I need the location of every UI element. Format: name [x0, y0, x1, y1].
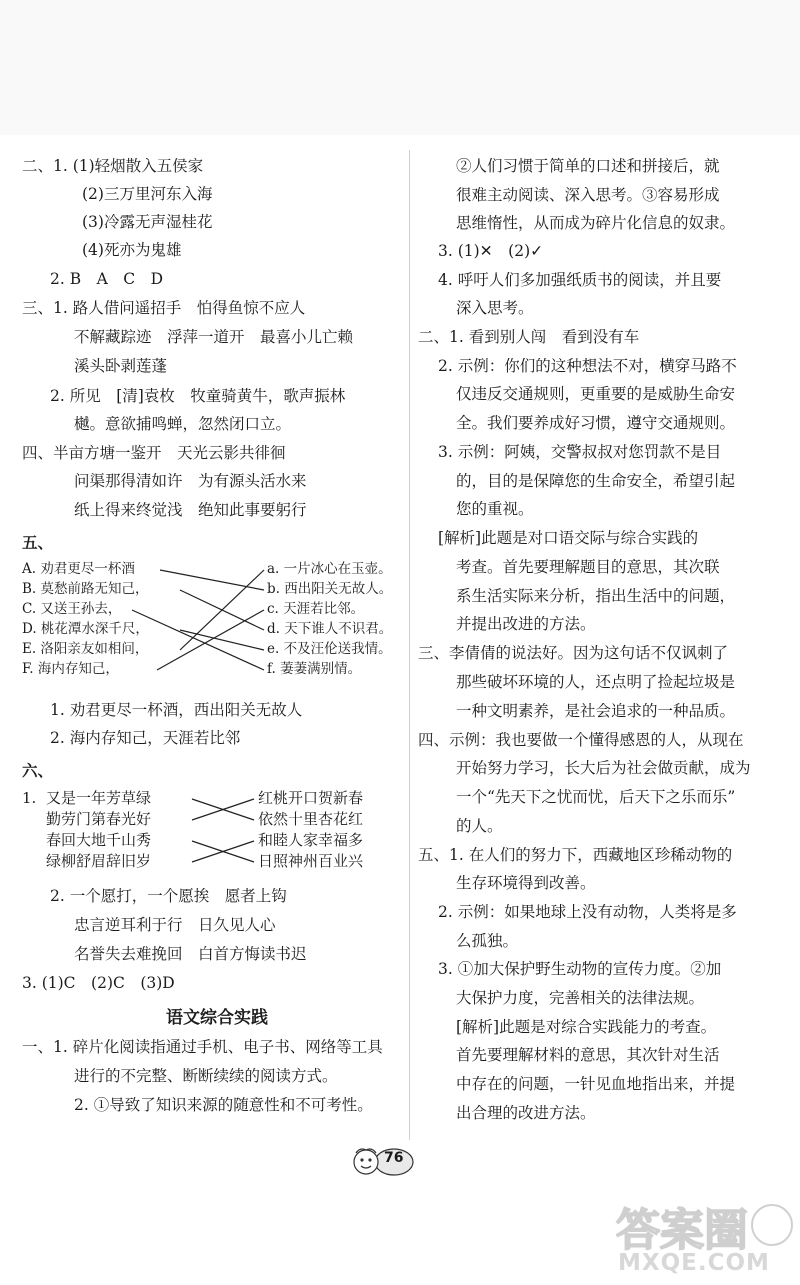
sec2-q1: 二、1. (1)轻烟散入五侯家: [22, 157, 204, 175]
sec5-right-item: f. 萋萋满别情。: [267, 661, 362, 677]
sec5-title: 五、: [22, 533, 54, 552]
sec5-right-item: a. 一片冰心在玉壶。: [267, 561, 392, 577]
right-line: 2. 示例：你们的这种想法不对，横穿马路不: [438, 357, 737, 375]
sec6-title: 六、: [22, 761, 54, 780]
analysis-line: 出合理的改进方法。: [456, 1104, 596, 1122]
watermark-site: MXQE.COM: [618, 1250, 770, 1276]
right-line: 四、示例：我也要做一个懂得感恩的人，从现在: [418, 731, 744, 749]
right-line: 全。我们要养成好习惯，遵守交通规则。: [456, 414, 736, 432]
practice-line2: 进行的不完整、断断续续的阅读方式。: [74, 1067, 338, 1085]
sec5-right-item: e. 不及汪伦送我情。: [267, 641, 392, 657]
right-line: 仅违反交通规则，更重要的是威胁生命安: [456, 385, 736, 403]
sec6-left-item: 绿柳舒眉辞旧岁: [46, 852, 152, 870]
sec5-right-item: c. 天涯若比邻。: [267, 601, 365, 617]
sec3-line1: 三、1. 路人借问遥招手 怕得鱼惊不应人: [22, 299, 306, 317]
right-line: 3. ①加大保护野生动物的宣传力度。②加: [438, 960, 722, 978]
right-line: 的人。: [456, 817, 503, 835]
sec5-answer1: 1. 劝君更尽一杯酒，西出阳关无故人: [50, 701, 303, 719]
right-line: ②人们习惯于简单的口述和拼接后，就: [456, 157, 720, 175]
right-line: 3. (1)✕ (2)✓: [438, 242, 544, 260]
sec6-line4: 名誉失去难挽回 白首方悔读书迟: [74, 945, 307, 963]
sec2-q2: 2. B A C D: [50, 270, 164, 288]
right-line: 您的重视。: [456, 500, 534, 518]
right-line: 五、1. 在人们的努力下，西藏地区珍稀动物的: [418, 846, 733, 864]
sec6-left-item: 春回大地千山秀: [46, 831, 152, 849]
practice-title: 语文综合实践: [166, 1008, 268, 1028]
page-top-margin: [0, 0, 800, 135]
right-line: 么孤独。: [456, 932, 519, 950]
sec6-connector-lines: [22, 788, 407, 878]
connector-line: [132, 610, 264, 670]
sec5-left-item: A. 劝君更尽一杯酒: [22, 561, 135, 577]
sec5-connector-lines: [22, 560, 407, 690]
analysis-line: 系生活实际来分析，指出生活中的问题，: [456, 587, 736, 605]
right-line: 3. 示例：阿姨，交警叔叔对您罚款不是目: [438, 443, 722, 461]
sec4-line2: 问渠那得清如许 为有源头活水来: [74, 472, 307, 490]
right-line: 的，目的是保障您的生命安全，希望引起: [456, 472, 736, 490]
sec6-line5: 3. (1)C (2)C (3)D: [22, 974, 175, 992]
right-line: 一种文明素养，是社会追求的一种品质。: [456, 702, 736, 720]
sec2-q1-2: (2)三万里河东入海: [82, 185, 213, 203]
page-badge-mascot-icon: [350, 1143, 414, 1181]
page-number: 76: [384, 1150, 404, 1166]
sec5-left-item: C. 又送王孙去，: [22, 601, 122, 617]
sec6-line3: 忠言逆耳利于行 日久见人心: [74, 916, 276, 934]
right-line: 2. 示例：如果地球上没有动物，人类将是多: [438, 903, 737, 921]
analysis-line: 首先要理解材料的意思，其次针对生活: [456, 1046, 720, 1064]
analysis-line: [解析]此题是对综合实践能力的考查。: [456, 1018, 717, 1036]
connector-line: [157, 610, 264, 670]
right-line: 一个“先天下之忧而忧，后天下之乐而乐”: [456, 788, 736, 806]
sec5-right-item: b. 西出阳关无故人。: [267, 581, 393, 597]
sec6-right-item: 红桃开口贺新春: [258, 789, 364, 807]
analysis-line: 考查。首先要理解题目的意思，其次联: [456, 558, 720, 576]
right-line: 思维惰性，从而成为碎片化信息的奴隶。: [456, 214, 736, 232]
right-line: 二、1. 看到别人闯 看到没有车: [418, 328, 640, 346]
right-line: 4. 呼吁人们多加强纸质书的阅读，并且要: [438, 271, 722, 289]
right-line: 三、李倩倩的说法好。因为这句话不仅讽刺了: [418, 644, 729, 662]
sec6-number: 1.: [22, 789, 37, 807]
watermark-logo-text: 答案圈: [616, 1205, 748, 1256]
sec5-matching: [22, 560, 407, 690]
sec3-line4: 2. 所见 [清]袁枚 牧童骑黄牛，歌声振林: [50, 387, 346, 405]
right-line: 大保护力度，完善相关的法律法规。: [456, 989, 705, 1007]
sec2-q1-3: (3)冷露无声湿桂花: [82, 213, 213, 231]
column-divider: [409, 150, 410, 1140]
sec6-right-item: 依然十里杏花红: [258, 810, 364, 828]
analysis-line: 中存在的问题，一针见血地指出来，并提: [456, 1075, 736, 1093]
sec5-left-item: F. 海内存知己，: [22, 661, 119, 677]
sec3-line3: 溪头卧剥莲蓬: [74, 357, 168, 375]
sec6-left-item: 勤劳门第春光好: [46, 810, 152, 828]
analysis-line: [解析]此题是对口语交际与综合实践的: [438, 529, 699, 547]
sec5-answer2: 2. 海内存知己，天涯若比邻: [50, 729, 241, 747]
right-line: 很难主动阅读、深入思考。③容易形成: [456, 186, 720, 204]
sec6-matching: [22, 788, 407, 878]
right-line: 深入思考。: [456, 299, 534, 317]
sec3-line5: 樾。意欲捕鸣蝉，忽然闭口立。: [74, 415, 292, 433]
right-line: 开始努力学习，长大后为社会做贡献，成为: [456, 759, 751, 777]
connector-line: [160, 570, 264, 590]
practice-line1: 一、1. 碎片化阅读指通过手机、电子书、网络等工具: [22, 1038, 383, 1056]
practice-line3: 2. ①导致了知识来源的随意性和不可考性。: [74, 1096, 373, 1114]
sec3-line2: 不解藏踪迹 浮萍一道开 最喜小儿亡赖: [74, 328, 354, 346]
sec4-line3: 纸上得来终觉浅 绝知此事要躬行: [74, 501, 307, 519]
sec2-q1-4: (4)死亦为鬼雄: [82, 241, 182, 259]
sec5-left-item: B. 莫愁前路无知己，: [22, 581, 149, 597]
right-line: 生存环境得到改善。: [456, 874, 596, 892]
sec6-line2: 2. 一个愿打，一个愿挨 愿者上钩: [50, 887, 287, 905]
sec6-right-item: 日照神州百业兴: [258, 852, 364, 870]
right-line: 那些破坏环境的人，还点明了捡起垃圾是: [456, 673, 736, 691]
sec5-right-item: d. 天下谁人不识君。: [267, 621, 393, 637]
sec5-left-item: D. 桃花潭水深千尺，: [22, 621, 149, 637]
sec6-left-item: 又是一年芳草绿: [46, 789, 152, 807]
sec6-right-item: 和睦人家幸福多: [258, 831, 364, 849]
analysis-line: 并提出改进的方法。: [456, 615, 596, 633]
sec5-left-item: E. 洛阳亲友如相问，: [22, 641, 149, 657]
sec4-line1: 四、半亩方塘一鉴开 天光云影共徘徊: [22, 444, 286, 462]
